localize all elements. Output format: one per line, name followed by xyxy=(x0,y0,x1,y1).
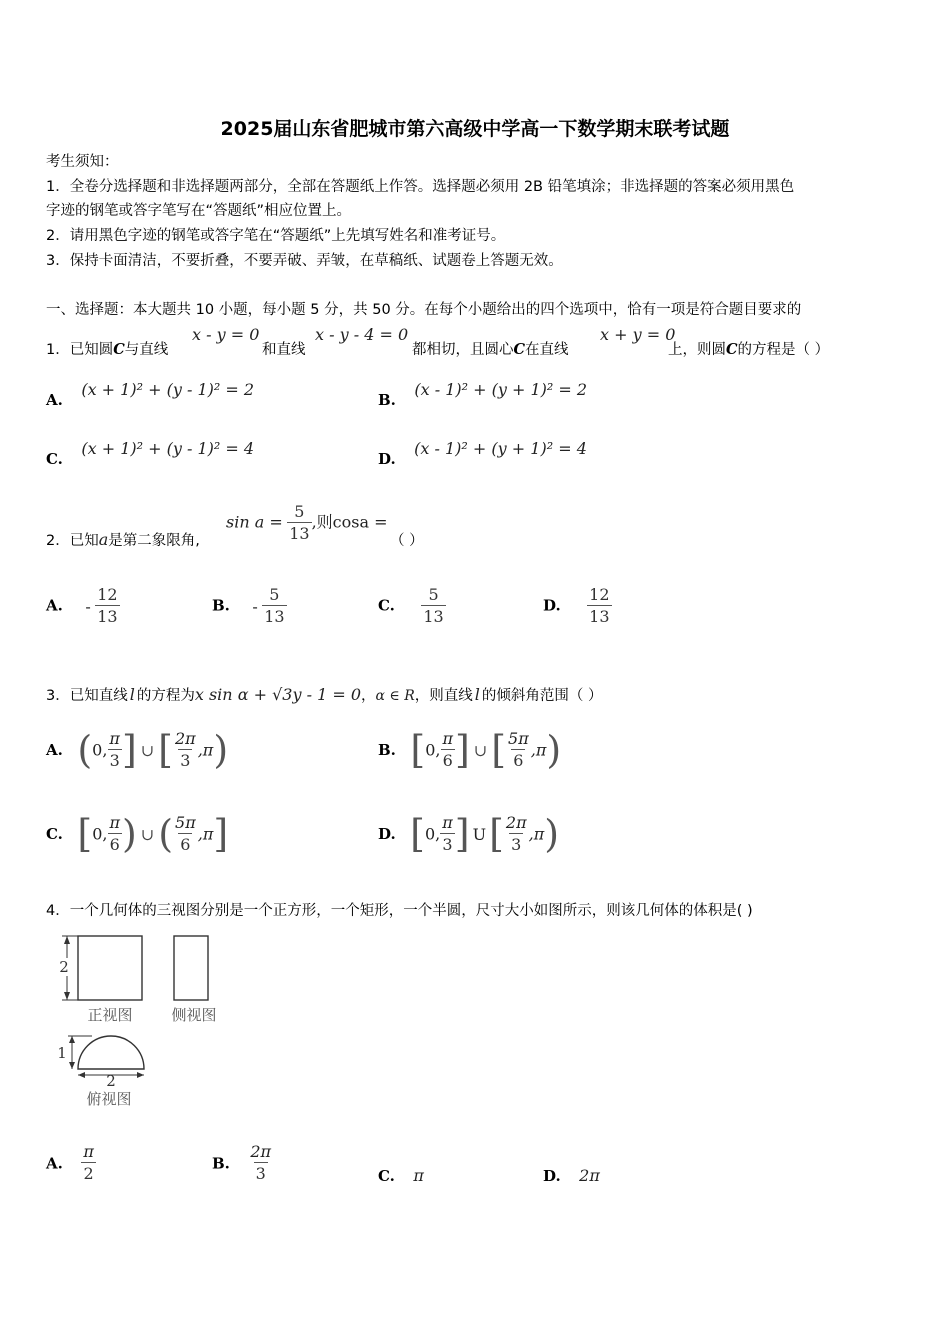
notice-line-1a: 1．全卷分选择题和非选择题两部分，全部在答题纸上作答。选择题必须用 2B 铅笔填涂；非选择题的答案必须用黑色 xyxy=(46,179,795,195)
notice-line-3: 3．保持卡面清洁，不要折叠，不要弄破、弄皱，在草稿纸、试题卷上答题无效。 xyxy=(46,253,563,269)
arrow-left-icon xyxy=(78,1072,85,1078)
q2-fraction: $\frac{5}{13}$ xyxy=(289,502,310,543)
section-heading: 一、选择题：本大题共 10 小题，每小题 5 分，共 50 分。在每个小题给出的四个选项中，恰有一项是符合题目要求的 xyxy=(46,302,802,318)
q3-option-d[interactable]: D. [0, $\frac{\pi}{3}$ ] U[ $\frac{2\pi}{3}$ ,π) xyxy=(378,812,560,856)
side-view-label: 侧视图 xyxy=(171,1006,217,1024)
q2-paren: （ ） xyxy=(390,533,424,549)
notice-heading: 考生须知： xyxy=(46,154,119,170)
q3-option-b[interactable]: B. [0, $\frac{\pi}{6}$ ] ∪ [ $\frac{5\pi}{6}$ ,π) xyxy=(378,728,562,772)
dim-front-height: 2 xyxy=(59,958,69,976)
q3-option-a[interactable]: A. (0, $\frac{\pi}{3}$ ] ∪ [ $\frac{2\pi}{3}$ ,π) xyxy=(46,728,229,772)
q3-stem: 3．已知直线 l 的方程为x sin α + √3y - 1 = 0，α ∈ R，则直线 l 的倾斜角范围（ ） xyxy=(46,685,603,704)
q2-option-a[interactable]: A. - $\frac{12}{13}$ xyxy=(46,585,118,626)
q1-option-d[interactable]: D. (x - 1)² + (y + 1)² = 4 xyxy=(378,439,587,468)
side-view-rect xyxy=(174,936,208,1000)
q4-option-c[interactable]: C. π xyxy=(378,1166,424,1185)
q1-line-1: x - y = 0 xyxy=(192,325,260,344)
dim-radius: 1 xyxy=(57,1044,67,1062)
front-view-label: 正视图 xyxy=(87,1006,133,1024)
front-view-square xyxy=(78,936,142,1000)
q4-option-d[interactable]: D. 2π xyxy=(543,1166,600,1185)
q2-stem: 2．已知a是第二象限角, xyxy=(46,530,200,549)
notice-line-2: 2．请用黑色字迹的钢笔或答字笔在“答题纸”上先填写姓名和准考证号。 xyxy=(46,228,506,244)
q2-option-d[interactable]: D. $\frac{12}{13}$ xyxy=(543,585,610,626)
arrow-right-icon xyxy=(137,1072,144,1078)
q2-option-b[interactable]: B. - $\frac{5}{13}$ xyxy=(212,585,285,626)
dim-top-width: 2 xyxy=(106,1072,116,1090)
arrow-up-icon xyxy=(69,1036,75,1043)
q1-stem: 1．已知圆C与直线 xyxy=(46,341,169,358)
page-title: 2025届山东省肥城市第六高级中学高一下数学期末联考试题 xyxy=(220,118,730,140)
arrow-up-icon xyxy=(64,936,70,944)
q4-option-a[interactable]: A. $\frac{\pi}{2}$ xyxy=(46,1142,94,1183)
q2-formula: sin a = $\frac{5}{13}$ ,则cosa = xyxy=(226,502,388,543)
top-view-semicircle xyxy=(78,1036,144,1069)
q1-stem-4: 上，则圆C的方程是（ ） xyxy=(668,341,830,358)
q1-option-c[interactable]: C. (x + 1)² + (y - 1)² = 4 xyxy=(46,439,255,468)
q2-option-c[interactable]: C. $\frac{5}{13}$ xyxy=(378,585,444,626)
notice-line-1b: 字迹的钢笔或答字笔写在“答题纸”相应位置上。 xyxy=(46,203,352,219)
q1-line-2: x - y - 4 = 0 xyxy=(315,325,409,344)
q1-line-3: x + y = 0 xyxy=(600,325,676,344)
three-view-figure xyxy=(52,928,232,1112)
q1-option-b[interactable]: B. (x - 1)² + (y + 1)² = 2 xyxy=(378,380,588,409)
arrow-down-icon xyxy=(69,1062,75,1069)
q1-option-a[interactable]: A. (x + 1)² + (y - 1)² = 2 xyxy=(46,380,255,409)
q1-stem-3: 都相切，且圆心C在直线 xyxy=(412,341,569,358)
q4-option-b[interactable]: B. $\frac{2\pi}{3}$ xyxy=(212,1142,272,1183)
arrow-down-icon xyxy=(64,992,70,1000)
q3-option-c[interactable]: C. [0, $\frac{\pi}{6}$ ) ∪ ( $\frac{5\pi}{6}$ ,π] xyxy=(46,812,229,856)
top-view-label: 俯视图 xyxy=(86,1090,132,1108)
q1-stem-2: 和直线 xyxy=(262,342,306,358)
q4-stem: 4．一个几何体的三视图分别是一个正方形，一个矩形，一个半圆，尺寸大小如图所示，则该几何体的体积是( ) xyxy=(46,903,753,919)
